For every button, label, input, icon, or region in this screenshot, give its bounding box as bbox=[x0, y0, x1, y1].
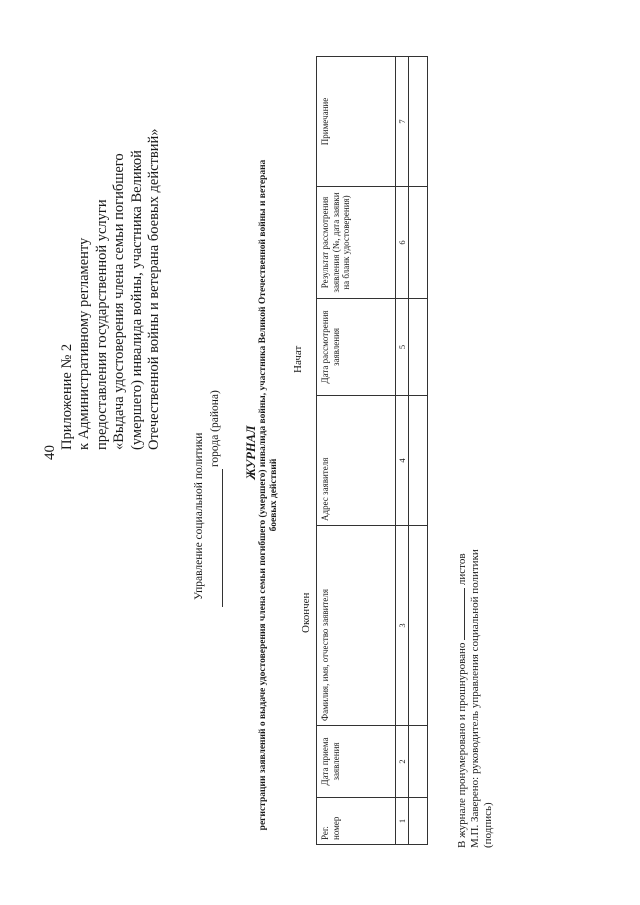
table-header-cell: Фамилия, имя, отчество заявителя bbox=[317, 526, 396, 726]
appendix-line: к Административному регламенту bbox=[76, 237, 93, 450]
column-number: 1 bbox=[396, 798, 409, 845]
footer-block bbox=[455, 549, 494, 848]
journal-table bbox=[316, 56, 428, 845]
city-blank-line bbox=[221, 469, 223, 607]
table-header-cell: Примечание bbox=[317, 57, 396, 187]
column-number: 3 bbox=[396, 526, 409, 726]
table-cell bbox=[409, 396, 428, 526]
column-number: 4 bbox=[396, 396, 409, 526]
table-header-cell: Дата рассмотрения заявления bbox=[317, 299, 396, 396]
ended-label: Окончен bbox=[300, 592, 312, 633]
city-suffix: города (района) bbox=[209, 390, 221, 467]
table-cell bbox=[409, 726, 428, 798]
footer-numbered-suffix: листов bbox=[456, 553, 468, 586]
journal-title: ЖУРНАЛ bbox=[244, 425, 258, 480]
table-cell bbox=[409, 299, 428, 396]
page-number: 40 bbox=[42, 445, 58, 460]
appendix-line: Приложение № 2 bbox=[59, 343, 75, 450]
table-cell bbox=[409, 57, 428, 187]
table-cell bbox=[409, 187, 428, 299]
appendix-line: предоставления государственной услуги bbox=[93, 199, 110, 450]
footer-signature: (подпись) bbox=[481, 802, 494, 848]
journal-subtitle-line: боевых действий bbox=[269, 458, 279, 532]
table-cell bbox=[409, 526, 428, 726]
column-number: 7 bbox=[396, 57, 409, 187]
journal-subtitle bbox=[258, 145, 280, 845]
table-number-row bbox=[396, 57, 409, 845]
appendix-line: «Выдача удостоверения члена семьи погибшего bbox=[111, 153, 128, 450]
table-empty-row bbox=[409, 57, 428, 845]
footer-certified: М.П. Заверено: руководитель управления социальной политики bbox=[468, 549, 481, 848]
column-number: 6 bbox=[396, 187, 409, 299]
column-number: 2 bbox=[396, 726, 409, 798]
appendix-line: (умершего) инвалида войны, участника Великой bbox=[128, 150, 145, 450]
table-header-cell: Результат рассмотрения заявления (№, дата заявки на бланк удостоверения) bbox=[317, 187, 396, 299]
column-number: 5 bbox=[396, 299, 409, 396]
sheet-count-blank bbox=[455, 588, 465, 640]
appendix-line: Отечественной войны и ветерана боевых действий» bbox=[146, 128, 163, 450]
table-header-row bbox=[317, 57, 396, 845]
footer-numbered-line bbox=[455, 549, 469, 848]
table-header-cell: Дата приема заявления bbox=[317, 726, 396, 798]
table-header-cell: Адрес заявителя bbox=[317, 396, 396, 526]
appendix-block bbox=[59, 128, 163, 450]
department-name: Управление социальной политики bbox=[193, 432, 205, 600]
started-label: Начат bbox=[292, 345, 304, 373]
journal-subtitle-line: регистрации заявлений о выдаче удостоверения члена семьи погибшего (умершего) инвалида войны, участника Великой Отечественной войны и ветерана bbox=[258, 159, 268, 831]
table-cell bbox=[409, 798, 428, 845]
footer-numbered-prefix: В журнале пронумеровано и прошнуровано bbox=[456, 642, 468, 848]
table-header-cell: Рег. номер bbox=[317, 798, 396, 845]
